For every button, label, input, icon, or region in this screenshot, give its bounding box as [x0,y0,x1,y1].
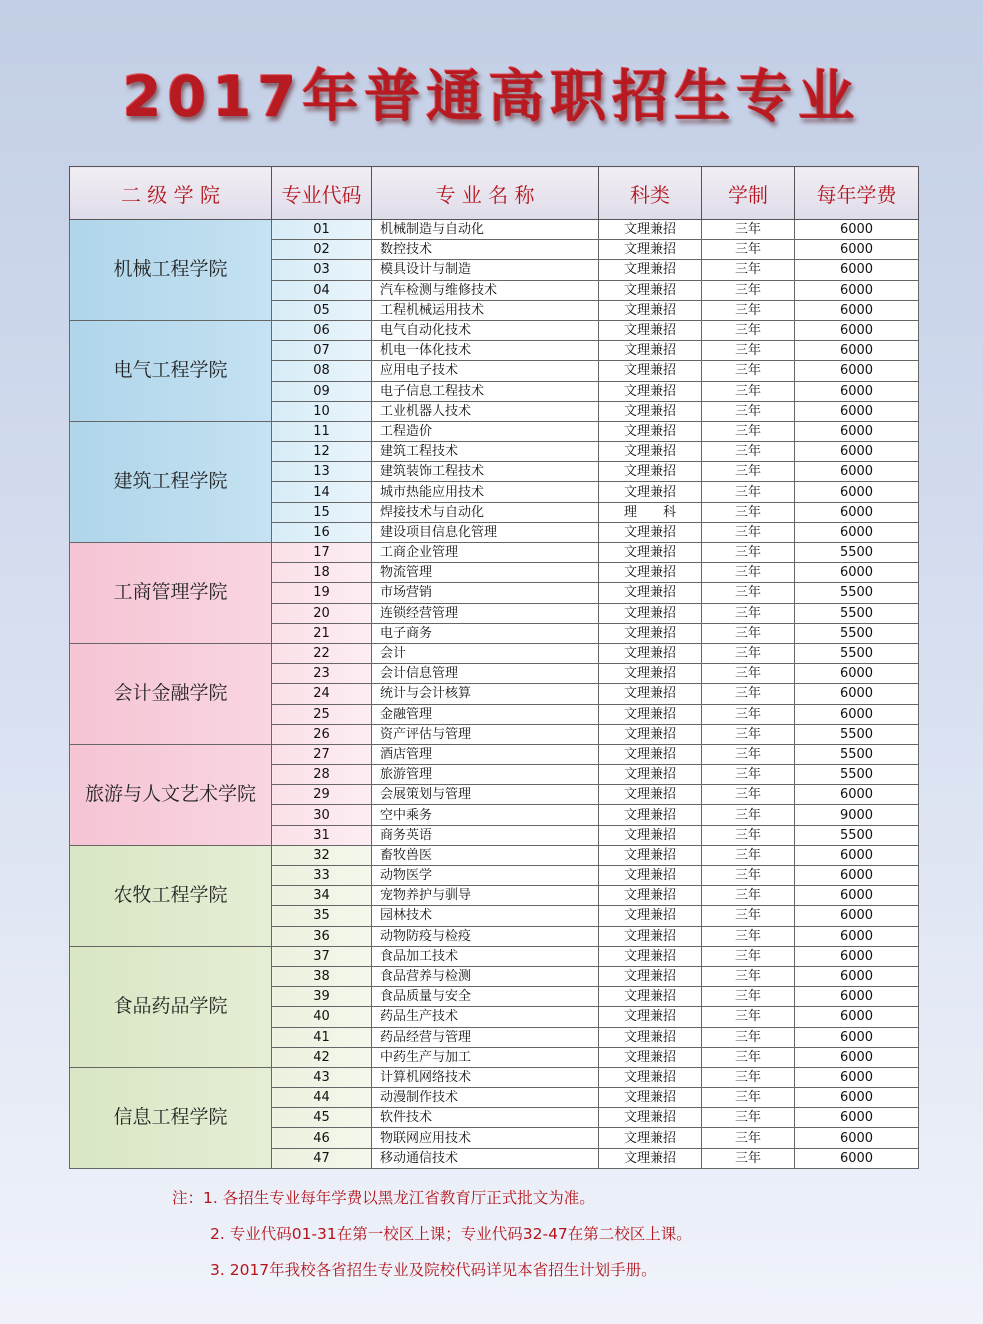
major-name: 机电一体化技术 [372,341,599,361]
annual-fee: 6000 [795,845,919,865]
category: 文理兼招 [599,442,702,462]
duration: 三年 [702,825,795,845]
major-name: 宠物养护与驯导 [372,886,599,906]
major-name: 连锁经营管理 [372,603,599,623]
duration: 三年 [702,300,795,320]
college-name: 食品药品学院 [70,946,272,1067]
category: 文理兼招 [599,866,702,886]
header-duration: 学制 [702,167,795,220]
duration: 三年 [702,522,795,542]
category: 文理兼招 [599,684,702,704]
annual-fee: 6000 [795,502,919,522]
duration: 三年 [702,966,795,986]
major-code: 45 [272,1108,372,1128]
category: 文理兼招 [599,1108,702,1128]
table-row [70,946,919,966]
note-2: 2. 专业代码01-31在第一校区上课；专业代码32-47在第二校区上课。 [210,1225,692,1243]
major-name: 动漫制作技术 [372,1088,599,1108]
duration: 三年 [702,1088,795,1108]
duration: 三年 [702,866,795,886]
category: 文理兼招 [599,845,702,865]
annual-fee: 5500 [795,643,919,663]
category: 文理兼招 [599,1088,702,1108]
table-header-row [70,167,919,220]
category: 文理兼招 [599,462,702,482]
major-code: 19 [272,583,372,603]
annual-fee: 6000 [795,866,919,886]
table-row [70,220,919,240]
category: 文理兼招 [599,240,702,260]
college-name: 机械工程学院 [70,220,272,321]
major-code: 36 [272,926,372,946]
major-code: 21 [272,623,372,643]
category: 文理兼招 [599,1148,702,1168]
category: 文理兼招 [599,966,702,986]
annual-fee: 6000 [795,1067,919,1087]
major-name: 动物防疫与检疫 [372,926,599,946]
major-name: 建筑装饰工程技术 [372,462,599,482]
duration: 三年 [702,260,795,280]
major-code: 16 [272,522,372,542]
duration: 三年 [702,361,795,381]
category: 文理兼招 [599,886,702,906]
table-row [70,643,919,663]
duration: 三年 [702,603,795,623]
major-code: 42 [272,1047,372,1067]
duration: 三年 [702,563,795,583]
duration: 三年 [702,765,795,785]
duration: 三年 [702,1108,795,1128]
major-code: 07 [272,341,372,361]
major-code: 40 [272,1007,372,1027]
major-name: 汽车检测与维修技术 [372,280,599,300]
annual-fee: 5500 [795,744,919,764]
annual-fee: 6000 [795,401,919,421]
major-code: 12 [272,442,372,462]
college-name: 会计金融学院 [70,643,272,744]
annual-fee: 5500 [795,543,919,563]
table-row [70,1067,919,1087]
major-name: 金融管理 [372,704,599,724]
major-name: 移动通信技术 [372,1148,599,1168]
annual-fee: 5500 [795,583,919,603]
major-name: 数控技术 [372,240,599,260]
major-name: 会计 [372,643,599,663]
duration: 三年 [702,1047,795,1067]
category: 文理兼招 [599,906,702,926]
category: 文理兼招 [599,704,702,724]
major-name: 会计信息管理 [372,664,599,684]
duration: 三年 [702,845,795,865]
annual-fee: 6000 [795,563,919,583]
major-name: 食品加工技术 [372,946,599,966]
duration: 三年 [702,744,795,764]
annual-fee: 6000 [795,664,919,684]
category: 文理兼招 [599,543,702,563]
category: 文理兼招 [599,623,702,643]
annual-fee: 6000 [795,220,919,240]
annual-fee: 6000 [795,1128,919,1148]
annual-fee: 6000 [795,1088,919,1108]
major-name: 软件技术 [372,1108,599,1128]
category: 文理兼招 [599,300,702,320]
major-code: 27 [272,744,372,764]
major-code: 32 [272,845,372,865]
major-name: 建筑工程技术 [372,442,599,462]
table-body [70,220,919,1169]
major-code: 29 [272,785,372,805]
major-code: 43 [272,1067,372,1087]
duration: 三年 [702,805,795,825]
duration: 三年 [702,462,795,482]
major-name: 电子信息工程技术 [372,381,599,401]
major-code: 22 [272,643,372,663]
major-code: 35 [272,906,372,926]
major-name: 城市热能应用技术 [372,482,599,502]
duration: 三年 [702,543,795,563]
major-name: 旅游管理 [372,765,599,785]
major-code: 47 [272,1148,372,1168]
category: 文理兼招 [599,563,702,583]
annual-fee: 5500 [795,603,919,623]
major-code: 11 [272,421,372,441]
major-name: 药品生产技术 [372,1007,599,1027]
notes [172,1186,872,1294]
major-name: 统计与会计核算 [372,684,599,704]
major-code: 05 [272,300,372,320]
duration: 三年 [702,886,795,906]
college-name: 信息工程学院 [70,1067,272,1168]
annual-fee: 6000 [795,987,919,1007]
category: 文理兼招 [599,724,702,744]
major-name: 药品经营与管理 [372,1027,599,1047]
major-code: 44 [272,1088,372,1108]
annual-fee: 6000 [795,966,919,986]
duration: 三年 [702,320,795,340]
major-code: 34 [272,886,372,906]
duration: 三年 [702,1148,795,1168]
annual-fee: 6000 [795,240,919,260]
major-code: 10 [272,401,372,421]
major-name: 食品质量与安全 [372,987,599,1007]
major-name: 市场营销 [372,583,599,603]
major-name: 工商企业管理 [372,543,599,563]
annual-fee: 6000 [795,1027,919,1047]
annual-fee: 6000 [795,442,919,462]
annual-fee: 6000 [795,361,919,381]
major-name: 应用电子技术 [372,361,599,381]
major-code: 06 [272,320,372,340]
category: 文理兼招 [599,361,702,381]
major-name: 物流管理 [372,563,599,583]
major-code: 09 [272,381,372,401]
category: 文理兼招 [599,220,702,240]
major-code: 20 [272,603,372,623]
category: 理 科 [599,502,702,522]
annual-fee: 6000 [795,260,919,280]
major-code: 15 [272,502,372,522]
category: 文理兼招 [599,744,702,764]
category: 文理兼招 [599,482,702,502]
duration: 三年 [702,1027,795,1047]
major-name: 计算机网络技术 [372,1067,599,1087]
duration: 三年 [702,421,795,441]
major-name: 物联网应用技术 [372,1128,599,1148]
category: 文理兼招 [599,280,702,300]
major-name: 中药生产与加工 [372,1047,599,1067]
majors-table [69,166,919,1169]
category: 文理兼招 [599,1128,702,1148]
annual-fee: 5500 [795,825,919,845]
duration: 三年 [702,906,795,926]
annual-fee: 6000 [795,926,919,946]
category: 文理兼招 [599,825,702,845]
category: 文理兼招 [599,643,702,663]
major-name: 建设项目信息化管理 [372,522,599,542]
annual-fee: 6000 [795,320,919,340]
major-code: 31 [272,825,372,845]
annual-fee: 6000 [795,1007,919,1027]
annual-fee: 5500 [795,765,919,785]
major-code: 23 [272,664,372,684]
major-code: 25 [272,704,372,724]
major-name: 空中乘务 [372,805,599,825]
category: 文理兼招 [599,987,702,1007]
major-code: 26 [272,724,372,744]
duration: 三年 [702,280,795,300]
duration: 三年 [702,502,795,522]
annual-fee: 6000 [795,785,919,805]
table-row [70,421,919,441]
duration: 三年 [702,381,795,401]
major-code: 33 [272,866,372,886]
category: 文理兼招 [599,1027,702,1047]
annual-fee: 6000 [795,1148,919,1168]
header-annual-fee: 每年学费 [795,167,919,220]
header-code: 专业代码 [272,167,372,220]
duration: 三年 [702,583,795,603]
annual-fee: 6000 [795,684,919,704]
annual-fee: 6000 [795,886,919,906]
category: 文理兼招 [599,603,702,623]
duration: 三年 [702,684,795,704]
major-name: 会展策划与管理 [372,785,599,805]
note-3: 3. 2017年我校各省招生专业及院校代码详见本省招生计划手册。 [210,1261,657,1279]
header-major-name: 专 业 名 称 [372,167,599,220]
annual-fee: 6000 [795,341,919,361]
annual-fee: 9000 [795,805,919,825]
major-name: 食品营养与检测 [372,966,599,986]
annual-fee: 6000 [795,482,919,502]
duration: 三年 [702,643,795,663]
category: 文理兼招 [599,1047,702,1067]
major-code: 02 [272,240,372,260]
major-name: 模具设计与制造 [372,260,599,280]
college-name: 工商管理学院 [70,543,272,644]
major-name: 电子商务 [372,623,599,643]
annual-fee: 6000 [795,462,919,482]
major-code: 37 [272,946,372,966]
duration: 三年 [702,1128,795,1148]
annual-fee: 6000 [795,381,919,401]
header-college: 二 级 学 院 [70,167,272,220]
college-name: 农牧工程学院 [70,845,272,946]
duration: 三年 [702,401,795,421]
table-row [70,543,919,563]
category: 文理兼招 [599,805,702,825]
major-code: 28 [272,765,372,785]
category: 文理兼招 [599,926,702,946]
major-code: 24 [272,684,372,704]
college-name: 旅游与人文艺术学院 [70,744,272,845]
duration: 三年 [702,987,795,1007]
major-name: 商务英语 [372,825,599,845]
note-1: 注：1. 各招生专业每年学费以黑龙江省教育厅正式批文为准。 [172,1189,595,1207]
annual-fee: 6000 [795,421,919,441]
category: 文理兼招 [599,664,702,684]
duration: 三年 [702,946,795,966]
duration: 三年 [702,1007,795,1027]
college-name: 建筑工程学院 [70,421,272,542]
major-name: 工业机器人技术 [372,401,599,421]
major-name: 机械制造与自动化 [372,220,599,240]
table-row [70,320,919,340]
duration: 三年 [702,442,795,462]
major-name: 工程造价 [372,421,599,441]
major-name: 焊接技术与自动化 [372,502,599,522]
table-row [70,744,919,764]
major-name: 资产评估与管理 [372,724,599,744]
duration: 三年 [702,341,795,361]
major-code: 04 [272,280,372,300]
annual-fee: 6000 [795,522,919,542]
annual-fee: 6000 [795,1047,919,1067]
major-code: 17 [272,543,372,563]
annual-fee: 6000 [795,946,919,966]
category: 文理兼招 [599,260,702,280]
major-name: 动物医学 [372,866,599,886]
page-title: 2017年普通高职招生专业 [122,65,861,130]
category: 文理兼招 [599,381,702,401]
duration: 三年 [702,220,795,240]
major-code: 18 [272,563,372,583]
major-code: 38 [272,966,372,986]
major-code: 14 [272,482,372,502]
category: 文理兼招 [599,320,702,340]
category: 文理兼招 [599,522,702,542]
major-name: 工程机械运用技术 [372,300,599,320]
major-code: 39 [272,987,372,1007]
major-code: 41 [272,1027,372,1047]
category: 文理兼招 [599,785,702,805]
major-code: 46 [272,1128,372,1148]
major-code: 13 [272,462,372,482]
major-name: 园林技术 [372,906,599,926]
category: 文理兼招 [599,583,702,603]
major-name: 电气自动化技术 [372,320,599,340]
college-name: 电气工程学院 [70,320,272,421]
duration: 三年 [702,482,795,502]
category: 文理兼招 [599,1067,702,1087]
category: 文理兼招 [599,401,702,421]
duration: 三年 [702,240,795,260]
header-category: 科类 [599,167,702,220]
table-row [70,845,919,865]
annual-fee: 5500 [795,724,919,744]
duration: 三年 [702,623,795,643]
annual-fee: 6000 [795,280,919,300]
annual-fee: 5500 [795,623,919,643]
annual-fee: 6000 [795,300,919,320]
category: 文理兼招 [599,765,702,785]
major-code: 30 [272,805,372,825]
major-code: 01 [272,220,372,240]
duration: 三年 [702,926,795,946]
annual-fee: 6000 [795,906,919,926]
category: 文理兼招 [599,421,702,441]
duration: 三年 [702,724,795,744]
annual-fee: 6000 [795,704,919,724]
major-name: 畜牧兽医 [372,845,599,865]
category: 文理兼招 [599,1007,702,1027]
duration: 三年 [702,704,795,724]
annual-fee: 6000 [795,1108,919,1128]
duration: 三年 [702,664,795,684]
major-code: 08 [272,361,372,381]
duration: 三年 [702,785,795,805]
major-name: 酒店管理 [372,744,599,764]
category: 文理兼招 [599,946,702,966]
duration: 三年 [702,1067,795,1087]
major-code: 03 [272,260,372,280]
category: 文理兼招 [599,341,702,361]
